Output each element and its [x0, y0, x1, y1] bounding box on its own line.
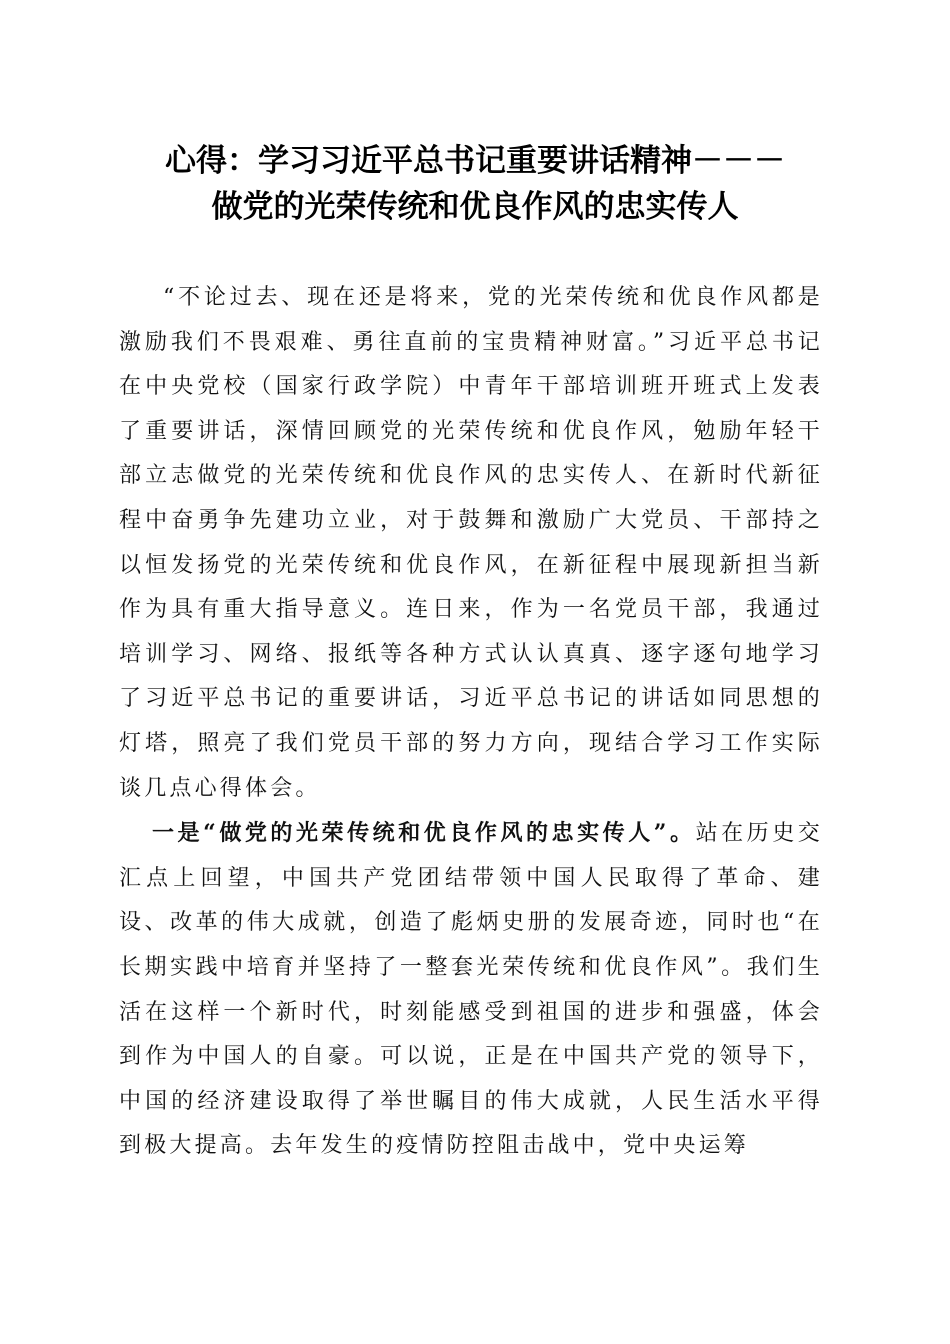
- document-body: [119, 276, 823, 1169]
- paragraph-2-lead: 一是“做党的光荣传统和优良作风的忠实传人”。: [152, 820, 696, 847]
- document-title: [100, 138, 850, 230]
- title-line-1: 心得：学习习近平总书记重要讲话精神－－－: [165, 143, 785, 179]
- paragraph-2: [119, 811, 823, 1169]
- title-line-2: 做党的光荣传统和优良作风的忠实传人: [211, 189, 739, 225]
- paragraph-1: “不论过去、现在还是将来，党的光荣传统和优良作风都是激励我们不畏艰难、勇往直前的宝贵精神财富。”习近平总书记在中央党校（国家行政学院）中青年干部培训班开班式上发表了重要讲话，深情回顾党的光荣传统和优良作风，勉励年轻干部立志做党的光荣传统和优良作风的忠实传人、在新时代新征程中奋勇争先建功立业，对于鼓舞和激励广大党员、干部持之以恒发扬党的光荣传统和优良作风，在新征程中展现新担当新作为具有重大指导意义。连日来，作为一名党员干部，我通过培训学习、网络、报纸等各种方式认认真真、逐字逐句地学习了习近平总书记的重要讲话，习近平总书记的讲话如同思想的灯塔，照亮了我们党员干部的努力方向，现结合学习工作实际谈几点心得体会。: [119, 285, 823, 801]
- paragraph-2-text: 站在历史交汇点上回望，中国共产党团结带领中国人民取得了革命、建设、改革的伟大成就，创造了彪炳史册的发展奇迹，同时也“在长期实践中培育并坚持了一整套光荣传统和优良作风”。我们生活在这样一个新时代，时刻能感受到祖国的进步和强盛，体会到作为中国人的自豪。可以说，正是在中国共产党的领导下，中国的经济建设取得了举世瞩目的伟大成就，人民生活水平得到极大提高。去年发生的疫情防控阻击战中，党中央运筹: [119, 821, 823, 1159]
